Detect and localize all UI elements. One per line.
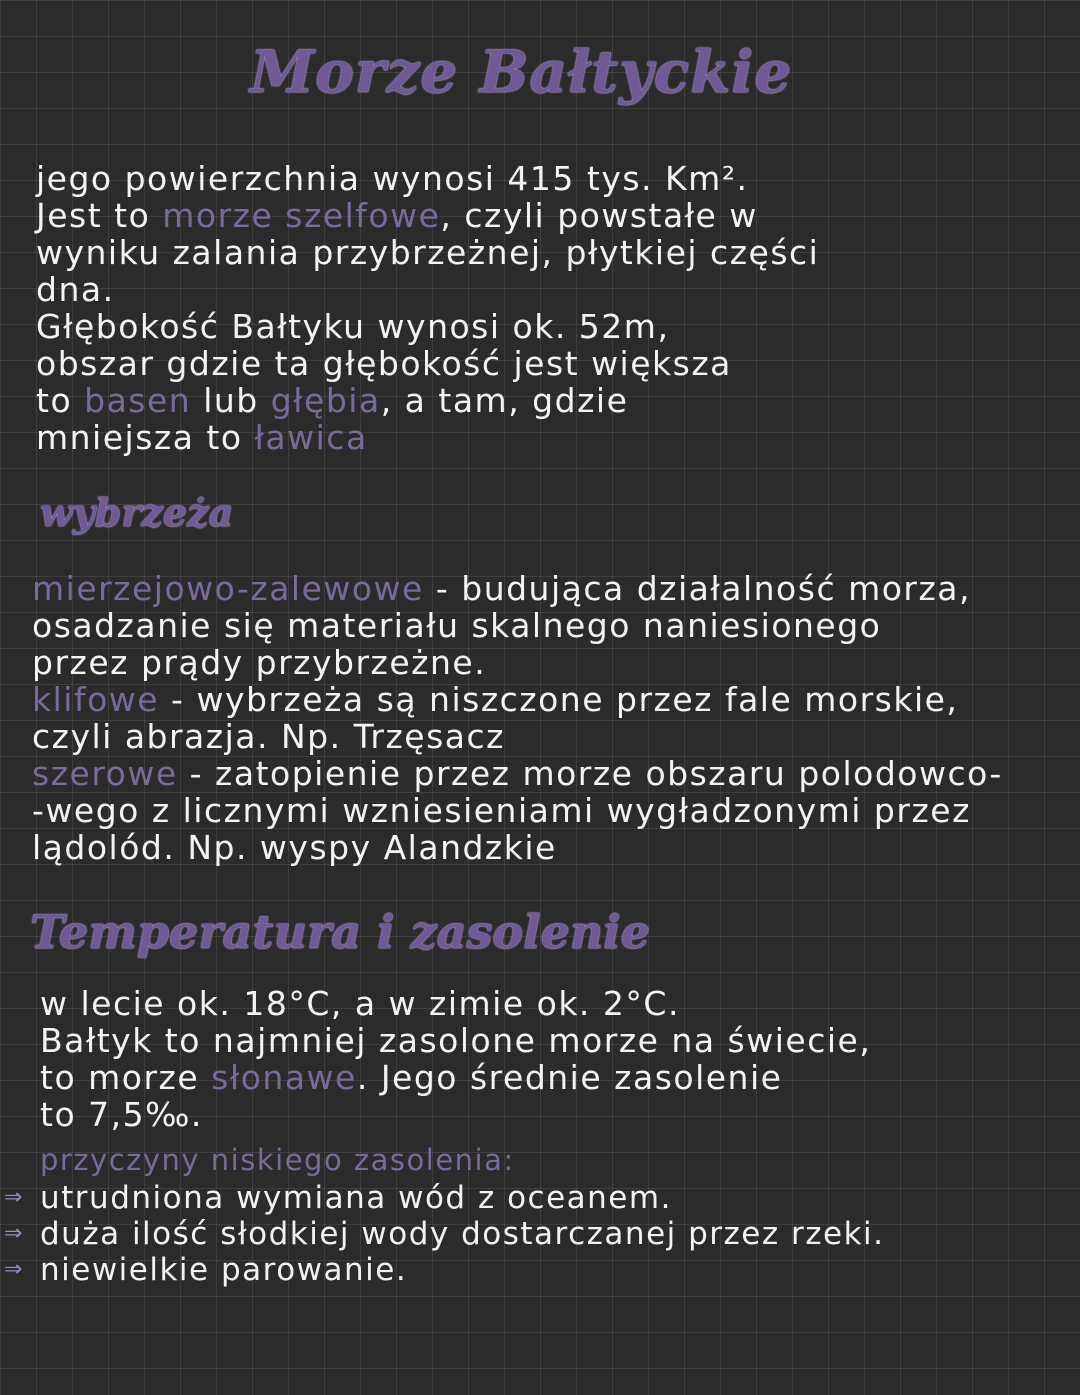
text: . Jego średnie zasolenie	[356, 1058, 783, 1097]
cause-text: utrudniona wymiana wód z oceanem.	[40, 1180, 672, 1216]
term-mierzejowo-zalewowe: mierzejowo-zalewowe	[32, 569, 424, 608]
term-lawica: ławica	[254, 418, 368, 457]
intro-line: Głębokość Bałtyku wynosi ok. 52m,	[36, 307, 670, 346]
intro-line: jego powierzchnia wynosi 415 tys. Km².	[36, 159, 749, 198]
temp-line	[40, 1059, 871, 1096]
intro-line	[36, 382, 819, 419]
temp-line: Bałtyk to najmniej zasolone morze na świecie,	[40, 1021, 872, 1060]
coast-line: przez prądy przybrzeżne.	[32, 643, 487, 682]
term-basen: basen	[84, 381, 192, 420]
list-item	[4, 1180, 885, 1216]
text: , a tam, gdzie	[380, 381, 629, 420]
double-arrow-icon: ⇒	[4, 1185, 24, 1210]
text: Jest to	[36, 196, 163, 235]
intro-line: dna.	[36, 270, 115, 309]
text: to morze	[40, 1058, 212, 1097]
term-morze-szelfowe: morze szelfowe	[162, 196, 441, 235]
temp-line: to 7,5‰.	[40, 1095, 203, 1134]
term-glebia: głębia	[270, 381, 381, 420]
temperature-paragraph	[40, 985, 871, 1133]
coast-line	[32, 755, 1003, 792]
coasts-paragraph	[32, 570, 1003, 866]
section-heading-temperature: Temperatura i zasolenie	[30, 905, 651, 959]
coast-line: -wego z licznymi wzniesieniami wygładzonymi przez	[32, 791, 971, 830]
section-heading-coasts: wybrzeża	[40, 490, 234, 535]
temp-line: w lecie ok. 18°C, a w zimie ok. 2°C.	[40, 984, 680, 1023]
cause-text: duża ilość słodkiej wody dostarczanej przez rzeki.	[40, 1216, 885, 1252]
coast-line	[32, 681, 1003, 718]
text: lub	[191, 381, 271, 420]
intro-line: wyniku zalania przybrzeżnej, płytkiej części	[36, 233, 820, 272]
term-slonawe: słonawe	[211, 1058, 357, 1097]
text: to	[36, 381, 85, 420]
intro-line	[36, 197, 819, 234]
term-klifowe: klifowe	[32, 680, 160, 719]
coast-line: czyli abrazja. Np. Trzęsacz	[32, 717, 505, 756]
double-arrow-icon: ⇒	[4, 1221, 24, 1246]
intro-line: obszar gdzie ta głębokość jest większa	[36, 344, 732, 383]
causes-title: przyczyny niskiego zasolenia:	[40, 1143, 515, 1177]
coast-line	[32, 570, 1003, 607]
text: , czyli powstałe w	[440, 196, 758, 235]
list-item	[4, 1216, 885, 1252]
page-title: Morze Bałtyckie	[250, 38, 793, 106]
intro-paragraph	[36, 160, 819, 456]
text: - budująca działalność morza,	[423, 569, 972, 608]
list-item	[4, 1252, 885, 1288]
double-arrow-icon: ⇒	[4, 1257, 24, 1282]
intro-line	[36, 419, 819, 456]
text: mniejsza to	[36, 418, 255, 457]
term-szerowe: szerowe	[32, 754, 178, 793]
coast-line: osadzanie się materiału skalnego naniesionego	[32, 606, 882, 645]
coast-line: lądolód. Np. wyspy Alandzkie	[32, 828, 557, 867]
causes-list	[4, 1180, 885, 1288]
text: - wybrzeża są niszczone przez fale morskie,	[159, 680, 959, 719]
cause-text: niewielkie parowanie.	[40, 1252, 408, 1288]
text: - zatopienie przez morze obszaru polodowco-	[177, 754, 1003, 793]
